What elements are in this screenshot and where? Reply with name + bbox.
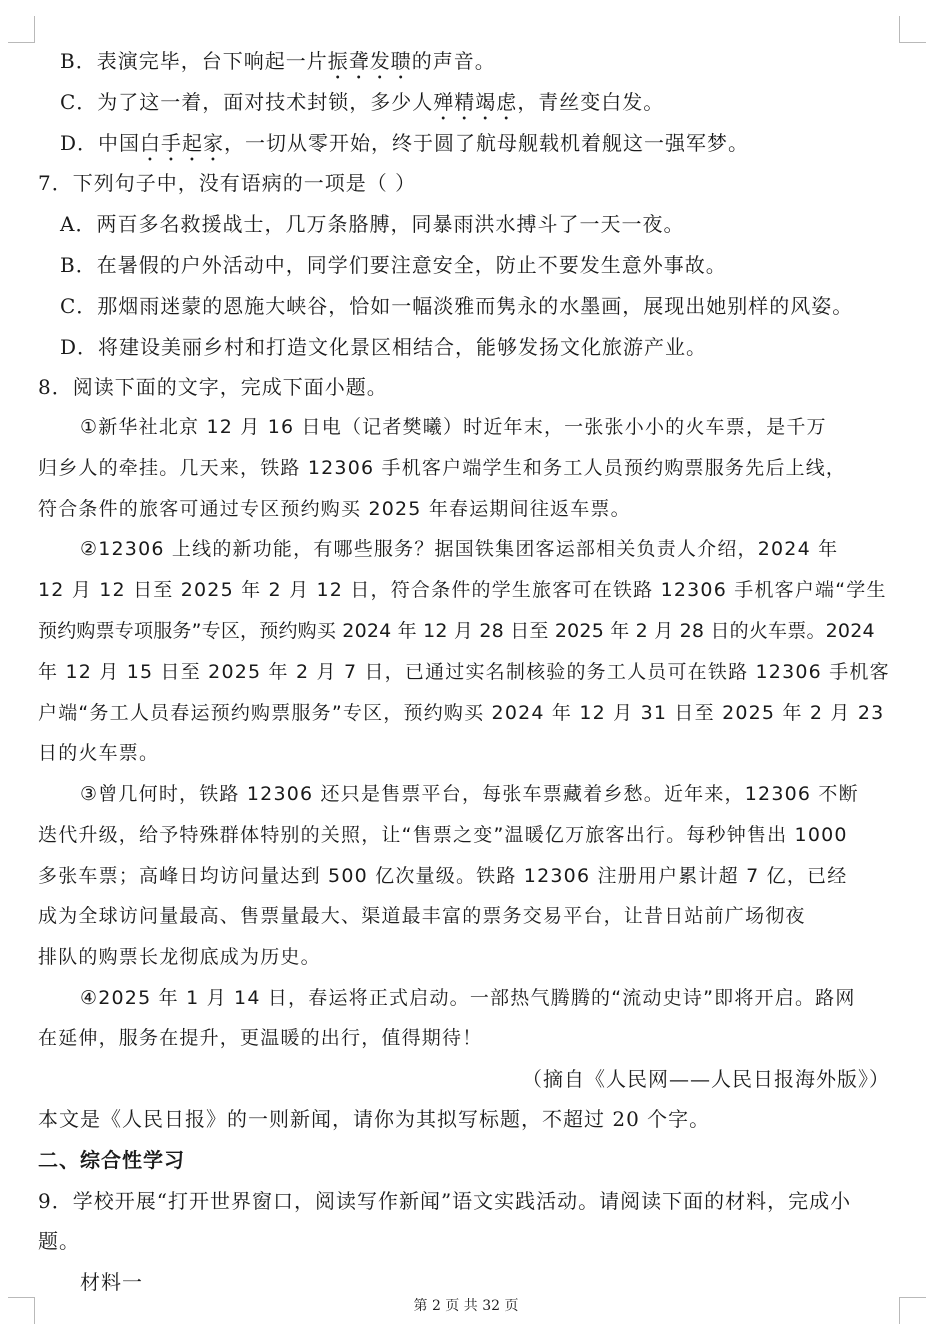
material-label: 材料一 [80, 1270, 143, 1294]
option-7d: D．将建设美丽乡村和打造文化景区相结合，能够发扬文化旅游产业。 [60, 335, 708, 359]
passage-line: ②12306 上线的新功能，有哪些服务？据国铁集团客运部相关负责人介绍，2024 年 [80, 538, 839, 560]
question-7: 7．下列句子中，没有语病的一项是（ ） [38, 171, 417, 195]
question-9-cont: 题。 [38, 1229, 80, 1253]
passage-line: 预约购票专项服务”专区，预约购买 2024 年 12 月 28 日至 2025 年 2 月 28 日的火车票。2024 [38, 620, 875, 642]
option-6d: D．中国白手起家，一切从零开始，终于圆了航母舰载机着舰这一强军梦。 [60, 131, 750, 155]
question-9: 9．学校开展“打开世界窗口，阅读写作新闻”语文实践活动。请阅读下面的材料，完成小 [38, 1189, 852, 1213]
option-7b: B．在暑假的户外活动中，同学们要注意安全，防止不要发生意外事故。 [60, 253, 727, 277]
crop-mark-top-right [899, 16, 926, 43]
source-citation: （摘自《人民网——人民日报海外版》） [522, 1067, 890, 1091]
passage-line: 12 月 12 日至 2025 年 2 月 12 日，符合条件的学生旅客可在铁路 12306 手机客户端“学生 [38, 579, 887, 601]
passage-line: 符合条件的旅客可通过专区预约购买 2025 年春运期间往返车票。 [38, 498, 631, 520]
option-6b: B．表演完毕，台下响起一片振聋发聩的声音。 [60, 49, 496, 73]
option-6c: C．为了这一着，面对技术封锁，多少人殚精竭虑，青丝变白发。 [60, 90, 665, 114]
passage-line: 归乡人的牵挂。几天来，铁路 12306 手机客户端学生和务工人员预约购票服务先后上线， [38, 457, 847, 479]
passage-line: 迭代升级，给予特殊群体特别的关照，让“售票之变”温暖亿万旅客出行。每秒钟售出 1000 [38, 824, 848, 846]
passage-line: 户端“务工人员春运预约购票服务”专区，预约购买 2024 年 12 月 31 日至 2025 年 2 月 23 [38, 702, 885, 724]
passage-line: 日的火车票。 [38, 742, 160, 764]
passage-line: ③曾几何时，铁路 12306 还只是售票平台，每张车票藏着乡愁。近年来，12306 不断 [80, 783, 859, 805]
question-8-prompt: 本文是《人民日报》的一则新闻，请你为其拟写标题，不超过 20 个字。 [38, 1107, 711, 1131]
passage-line: 成为全球访问量最高、售票量最大、渠道最丰富的票务交易平台，让昔日站前广场彻夜 [38, 905, 806, 927]
page-footer: 第 2 页 共 32 页 [413, 1298, 519, 1314]
option-7c: C．那烟雨迷蒙的恩施大峡谷，恰如一幅淡雅而隽永的水墨画，展现出她别样的风姿。 [60, 294, 854, 318]
passage-line: 排队的购票长龙彻底成为历史。 [38, 946, 321, 968]
passage-line: ④2025 年 1 月 14 日，春运将正式启动。一部热气腾腾的“流动史诗”即将开启。路网 [80, 987, 856, 1009]
passage-line: 多张车票；高峰日均访问量达到 500 亿次量级。铁路 12306 注册用户累计超 7 亿，已经 [38, 865, 848, 887]
passage-line: 年 12 月 15 日至 2025 年 2 月 7 日，已通过实名制核验的务工人员可在铁路 12306 手机客 [38, 661, 890, 683]
option-7a: A．两百多名救援战士，几万条胳膊，同暴雨洪水搏斗了一天一夜。 [60, 212, 685, 236]
section-heading: 二、综合性学习 [38, 1148, 185, 1172]
question-8: 8．阅读下面的文字，完成下面小题。 [38, 375, 388, 399]
crop-mark-top-left [8, 16, 35, 43]
passage-line: 在延伸，服务在提升，更温暖的出行，值得期待！ [38, 1027, 483, 1049]
passage-line: ①新华社北京 12 月 16 日电（记者樊曦）时近年末，一张张小小的火车票，是千万 [80, 416, 827, 438]
